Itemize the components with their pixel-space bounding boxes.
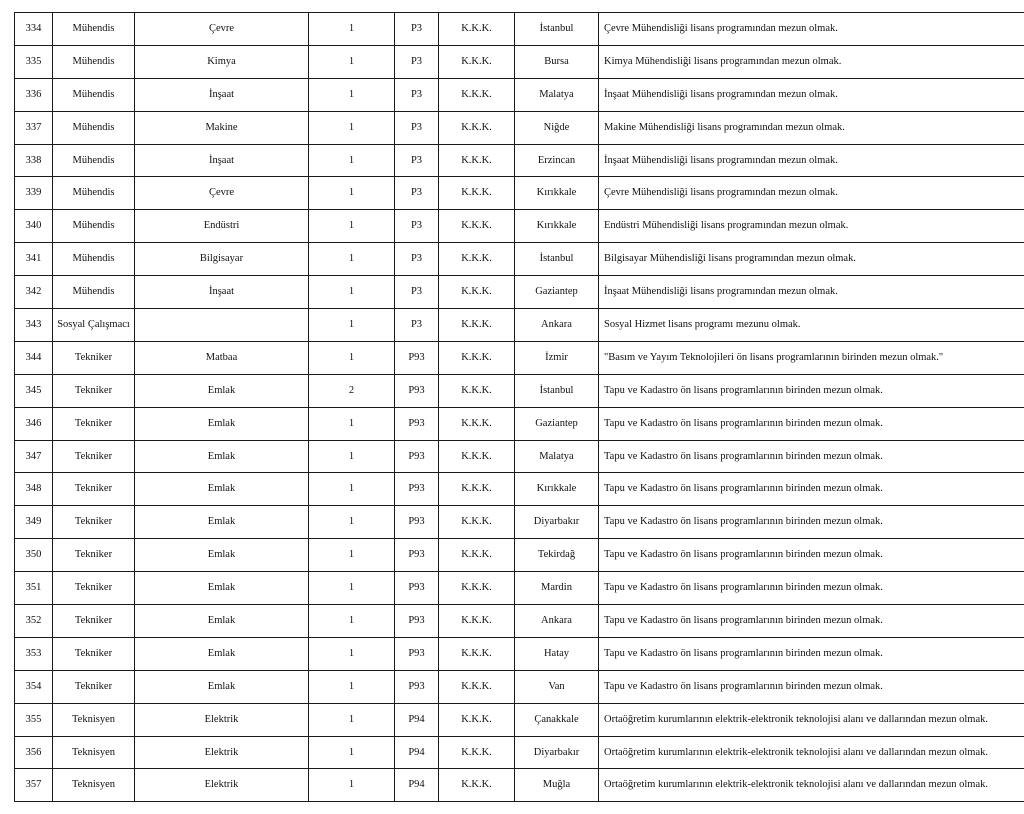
exam-code-cell: P3 xyxy=(395,243,439,276)
institution-cell: K.K.K. xyxy=(439,506,515,539)
institution-cell: K.K.K. xyxy=(439,670,515,703)
requirement-cell: Tapu ve Kadastro ön lisans programlarının birinden mezun olmak. xyxy=(599,506,1024,539)
position-title-cell: Tekniker xyxy=(53,341,135,374)
quota-count-cell: 1 xyxy=(309,243,395,276)
row-number-cell: 343 xyxy=(15,309,53,342)
exam-code-cell: P3 xyxy=(395,276,439,309)
position-title-cell: Tekniker xyxy=(53,637,135,670)
table-row xyxy=(15,407,1024,440)
requirement-cell: "Basım ve Yayım Teknolojileri ön lisans programlarının birinden mezun olmak." xyxy=(599,341,1024,374)
requirement-cell: Sosyal Hizmet lisans programı mezunu olmak. xyxy=(599,309,1024,342)
position-title-cell: Mühendis xyxy=(53,177,135,210)
branch-cell: Elektrik xyxy=(135,736,309,769)
quota-count-cell: 1 xyxy=(309,506,395,539)
exam-code-cell: P3 xyxy=(395,177,439,210)
city-cell: Çanakkale xyxy=(515,703,599,736)
institution-cell: K.K.K. xyxy=(439,78,515,111)
table-row xyxy=(15,670,1024,703)
branch-cell: Emlak xyxy=(135,440,309,473)
requirement-cell: Makine Mühendisliği lisans programından mezun olmak. xyxy=(599,111,1024,144)
requirement-cell: Ortaöğretim kurumlarının elektrik-elektronik teknolojisi alanı ve dallarından mezun olmak. xyxy=(599,769,1024,802)
position-title-cell: Tekniker xyxy=(53,374,135,407)
branch-cell: Emlak xyxy=(135,506,309,539)
quota-count-cell: 1 xyxy=(309,78,395,111)
city-cell: Malatya xyxy=(515,78,599,111)
table-row xyxy=(15,473,1024,506)
exam-code-cell: P3 xyxy=(395,45,439,78)
exam-code-cell: P3 xyxy=(395,78,439,111)
institution-cell: K.K.K. xyxy=(439,13,515,46)
row-number-cell: 348 xyxy=(15,473,53,506)
institution-cell: K.K.K. xyxy=(439,736,515,769)
document-page xyxy=(14,12,1024,802)
city-cell: Kırıkkale xyxy=(515,473,599,506)
row-number-cell: 339 xyxy=(15,177,53,210)
city-cell: Kırıkkale xyxy=(515,177,599,210)
city-cell: Malatya xyxy=(515,440,599,473)
table-row xyxy=(15,210,1024,243)
requirement-cell: İnşaat Mühendisliği lisans programından mezun olmak. xyxy=(599,78,1024,111)
institution-cell: K.K.K. xyxy=(439,605,515,638)
city-cell: Bursa xyxy=(515,45,599,78)
institution-cell: K.K.K. xyxy=(439,637,515,670)
position-title-cell: Tekniker xyxy=(53,407,135,440)
row-number-cell: 352 xyxy=(15,605,53,638)
quota-count-cell: 1 xyxy=(309,45,395,78)
branch-cell: Endüstri xyxy=(135,210,309,243)
quota-count-cell: 1 xyxy=(309,13,395,46)
requirement-cell: Tapu ve Kadastro ön lisans programlarının birinden mezun olmak. xyxy=(599,637,1024,670)
branch-cell: Elektrik xyxy=(135,769,309,802)
quota-count-cell: 1 xyxy=(309,111,395,144)
city-cell: Diyarbakır xyxy=(515,736,599,769)
row-number-cell: 340 xyxy=(15,210,53,243)
branch-cell: Emlak xyxy=(135,637,309,670)
table-row xyxy=(15,276,1024,309)
quota-count-cell: 1 xyxy=(309,670,395,703)
exam-code-cell: P3 xyxy=(395,13,439,46)
position-title-cell: Mühendis xyxy=(53,243,135,276)
branch-cell: Matbaa xyxy=(135,341,309,374)
table-row xyxy=(15,177,1024,210)
branch-cell: Çevre xyxy=(135,177,309,210)
quota-count-cell: 1 xyxy=(309,341,395,374)
position-title-cell: Mühendis xyxy=(53,13,135,46)
branch-cell: İnşaat xyxy=(135,276,309,309)
table-row xyxy=(15,769,1024,802)
institution-cell: K.K.K. xyxy=(439,769,515,802)
position-title-cell: Tekniker xyxy=(53,473,135,506)
table-row xyxy=(15,144,1024,177)
exam-code-cell: P93 xyxy=(395,473,439,506)
requirement-cell: Tapu ve Kadastro ön lisans programlarının birinden mezun olmak. xyxy=(599,572,1024,605)
exam-code-cell: P93 xyxy=(395,440,439,473)
row-number-cell: 338 xyxy=(15,144,53,177)
branch-cell: Emlak xyxy=(135,407,309,440)
institution-cell: K.K.K. xyxy=(439,440,515,473)
city-cell: Erzincan xyxy=(515,144,599,177)
branch-cell: Bilgisayar xyxy=(135,243,309,276)
exam-code-cell: P93 xyxy=(395,605,439,638)
requirement-cell: Çevre Mühendisliği lisans programından mezun olmak. xyxy=(599,177,1024,210)
branch-cell: Emlak xyxy=(135,374,309,407)
requirement-cell: Tapu ve Kadastro ön lisans programlarının birinden mezun olmak. xyxy=(599,440,1024,473)
city-cell: Diyarbakır xyxy=(515,506,599,539)
institution-cell: K.K.K. xyxy=(439,539,515,572)
position-title-cell: Tekniker xyxy=(53,440,135,473)
quota-count-cell: 1 xyxy=(309,769,395,802)
quota-count-cell: 1 xyxy=(309,177,395,210)
quota-count-cell: 1 xyxy=(309,276,395,309)
exam-code-cell: P93 xyxy=(395,670,439,703)
institution-cell: K.K.K. xyxy=(439,407,515,440)
exam-code-cell: P3 xyxy=(395,144,439,177)
branch-cell: Emlak xyxy=(135,670,309,703)
quota-count-cell: 1 xyxy=(309,539,395,572)
city-cell: Hatay xyxy=(515,637,599,670)
row-number-cell: 354 xyxy=(15,670,53,703)
row-number-cell: 334 xyxy=(15,13,53,46)
table-row xyxy=(15,605,1024,638)
table-body xyxy=(15,13,1024,802)
quota-count-cell: 1 xyxy=(309,572,395,605)
branch-cell: Çevre xyxy=(135,13,309,46)
row-number-cell: 351 xyxy=(15,572,53,605)
branch-cell: Emlak xyxy=(135,473,309,506)
exam-code-cell: P93 xyxy=(395,341,439,374)
exam-code-cell: P94 xyxy=(395,769,439,802)
row-number-cell: 353 xyxy=(15,637,53,670)
table-row xyxy=(15,374,1024,407)
city-cell: Van xyxy=(515,670,599,703)
table-row xyxy=(15,78,1024,111)
institution-cell: K.K.K. xyxy=(439,144,515,177)
quota-count-cell: 1 xyxy=(309,605,395,638)
table-row xyxy=(15,572,1024,605)
exam-code-cell: P3 xyxy=(395,111,439,144)
position-title-cell: Teknisyen xyxy=(53,703,135,736)
table-row xyxy=(15,506,1024,539)
row-number-cell: 335 xyxy=(15,45,53,78)
exam-code-cell: P93 xyxy=(395,572,439,605)
city-cell: Kırıkkale xyxy=(515,210,599,243)
table-row xyxy=(15,703,1024,736)
institution-cell: K.K.K. xyxy=(439,309,515,342)
table-row xyxy=(15,341,1024,374)
branch-cell: Makine xyxy=(135,111,309,144)
position-title-cell: Tekniker xyxy=(53,670,135,703)
position-title-cell: Sosyal Çalışmacı xyxy=(53,309,135,342)
institution-cell: K.K.K. xyxy=(439,703,515,736)
quota-count-cell: 1 xyxy=(309,309,395,342)
exam-code-cell: P93 xyxy=(395,407,439,440)
position-title-cell: Mühendis xyxy=(53,144,135,177)
row-number-cell: 356 xyxy=(15,736,53,769)
position-title-cell: Tekniker xyxy=(53,572,135,605)
table-row xyxy=(15,736,1024,769)
table-row xyxy=(15,243,1024,276)
table-row xyxy=(15,309,1024,342)
branch-cell: Emlak xyxy=(135,605,309,638)
city-cell: Niğde xyxy=(515,111,599,144)
row-number-cell: 349 xyxy=(15,506,53,539)
row-number-cell: 355 xyxy=(15,703,53,736)
row-number-cell: 350 xyxy=(15,539,53,572)
row-number-cell: 357 xyxy=(15,769,53,802)
position-title-cell: Mühendis xyxy=(53,78,135,111)
institution-cell: K.K.K. xyxy=(439,341,515,374)
row-number-cell: 345 xyxy=(15,374,53,407)
exam-code-cell: P3 xyxy=(395,309,439,342)
row-number-cell: 342 xyxy=(15,276,53,309)
exam-code-cell: P3 xyxy=(395,210,439,243)
table-row xyxy=(15,45,1024,78)
quota-count-cell: 1 xyxy=(309,210,395,243)
institution-cell: K.K.K. xyxy=(439,45,515,78)
row-number-cell: 344 xyxy=(15,341,53,374)
requirement-cell: Tapu ve Kadastro ön lisans programlarının birinden mezun olmak. xyxy=(599,374,1024,407)
requirement-cell: Tapu ve Kadastro ön lisans programlarının birinden mezun olmak. xyxy=(599,605,1024,638)
exam-code-cell: P93 xyxy=(395,539,439,572)
exam-code-cell: P93 xyxy=(395,637,439,670)
position-title-cell: Tekniker xyxy=(53,605,135,638)
branch-cell: Emlak xyxy=(135,539,309,572)
branch-cell: İnşaat xyxy=(135,144,309,177)
requirement-cell: Kimya Mühendisliği lisans programından mezun olmak. xyxy=(599,45,1024,78)
position-title-cell: Mühendis xyxy=(53,276,135,309)
table-row xyxy=(15,440,1024,473)
exam-code-cell: P94 xyxy=(395,736,439,769)
table-row xyxy=(15,111,1024,144)
requirement-cell: Ortaöğretim kurumlarının elektrik-elektronik teknolojisi alanı ve dallarından mezun olmak. xyxy=(599,736,1024,769)
table-row xyxy=(15,13,1024,46)
row-number-cell: 336 xyxy=(15,78,53,111)
quota-count-cell: 1 xyxy=(309,473,395,506)
quota-count-cell: 2 xyxy=(309,374,395,407)
row-number-cell: 346 xyxy=(15,407,53,440)
institution-cell: K.K.K. xyxy=(439,243,515,276)
table-row xyxy=(15,539,1024,572)
requirement-cell: Tapu ve Kadastro ön lisans programlarının birinden mezun olmak. xyxy=(599,539,1024,572)
quota-count-cell: 1 xyxy=(309,736,395,769)
position-title-cell: Teknisyen xyxy=(53,769,135,802)
requirement-cell: Endüstri Mühendisliği lisans programından mezun olmak. xyxy=(599,210,1024,243)
branch-cell xyxy=(135,309,309,342)
city-cell: Muğla xyxy=(515,769,599,802)
row-number-cell: 347 xyxy=(15,440,53,473)
city-cell: Tekirdağ xyxy=(515,539,599,572)
institution-cell: K.K.K. xyxy=(439,572,515,605)
exam-code-cell: P93 xyxy=(395,374,439,407)
city-cell: İstanbul xyxy=(515,243,599,276)
requirement-cell: Tapu ve Kadastro ön lisans programlarının birinden mezun olmak. xyxy=(599,670,1024,703)
branch-cell: İnşaat xyxy=(135,78,309,111)
institution-cell: K.K.K. xyxy=(439,210,515,243)
row-number-cell: 341 xyxy=(15,243,53,276)
requirement-cell: Tapu ve Kadastro ön lisans programlarının birinden mezun olmak. xyxy=(599,407,1024,440)
city-cell: İstanbul xyxy=(515,13,599,46)
position-title-cell: Tekniker xyxy=(53,506,135,539)
city-cell: İzmir xyxy=(515,341,599,374)
city-cell: Ankara xyxy=(515,605,599,638)
quota-count-cell: 1 xyxy=(309,440,395,473)
city-cell: Gaziantep xyxy=(515,407,599,440)
branch-cell: Elektrik xyxy=(135,703,309,736)
position-title-cell: Tekniker xyxy=(53,539,135,572)
city-cell: Mardin xyxy=(515,572,599,605)
quota-count-cell: 1 xyxy=(309,144,395,177)
institution-cell: K.K.K. xyxy=(439,276,515,309)
table-row xyxy=(15,637,1024,670)
institution-cell: K.K.K. xyxy=(439,177,515,210)
exam-code-cell: P93 xyxy=(395,506,439,539)
position-title-cell: Mühendis xyxy=(53,210,135,243)
requirement-cell: İnşaat Mühendisliği lisans programından mezun olmak. xyxy=(599,276,1024,309)
requirement-cell: Çevre Mühendisliği lisans programından mezun olmak. xyxy=(599,13,1024,46)
exam-code-cell: P94 xyxy=(395,703,439,736)
institution-cell: K.K.K. xyxy=(439,473,515,506)
position-title-cell: Teknisyen xyxy=(53,736,135,769)
quota-count-cell: 1 xyxy=(309,637,395,670)
institution-cell: K.K.K. xyxy=(439,111,515,144)
institution-cell: K.K.K. xyxy=(439,374,515,407)
city-cell: Gaziantep xyxy=(515,276,599,309)
city-cell: Ankara xyxy=(515,309,599,342)
requirement-cell: Tapu ve Kadastro ön lisans programlarının birinden mezun olmak. xyxy=(599,473,1024,506)
requirement-cell: Bilgisayar Mühendisliği lisans programından mezun olmak. xyxy=(599,243,1024,276)
city-cell: İstanbul xyxy=(515,374,599,407)
row-number-cell: 337 xyxy=(15,111,53,144)
position-title-cell: Mühendis xyxy=(53,45,135,78)
requirement-cell: Ortaöğretim kurumlarının elektrik-elektronik teknolojisi alanı ve dallarından mezun olmak. xyxy=(599,703,1024,736)
position-title-cell: Mühendis xyxy=(53,111,135,144)
branch-cell: Emlak xyxy=(135,572,309,605)
quota-count-cell: 1 xyxy=(309,703,395,736)
branch-cell: Kimya xyxy=(135,45,309,78)
quota-count-cell: 1 xyxy=(309,407,395,440)
requirement-cell: İnşaat Mühendisliği lisans programından mezun olmak. xyxy=(599,144,1024,177)
positions-table xyxy=(14,12,1024,802)
